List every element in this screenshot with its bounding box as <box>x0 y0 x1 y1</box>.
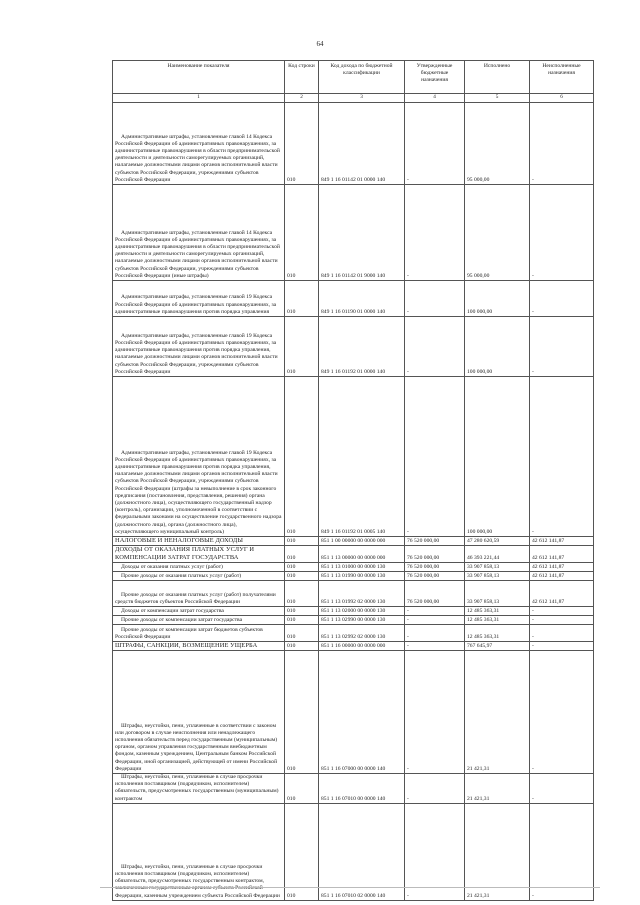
cell-indicator-name <box>113 607 285 616</box>
cell-income-code: 851 1 00 00000 00 0000 000 <box>319 537 405 546</box>
cell-unexecuted: - <box>530 625 594 642</box>
cell-indicator-name <box>113 103 285 185</box>
cell-unexecuted: - <box>530 803 594 900</box>
cell-unexecuted: - <box>530 185 594 281</box>
indicator-name-text: Административные штрафы, установленные главой 14 Кодекса Российской Федерации об административных правонарушениях, за административные правонарушения в области предпринимательской деятельности и деятельности саморегулируемых организаций, налагаемые должностными лицами органов исполнительной власти субъектов Российской Федерации, учреждениями субъектов Российской Федерации <box>115 133 280 183</box>
budget-execution-table <box>112 60 594 901</box>
footer-divider <box>100 887 600 888</box>
cell-executed: 47 280 620,59 <box>465 537 530 546</box>
header-executed: Исполнено <box>465 61 530 94</box>
cell-line-code: 010 <box>285 103 319 185</box>
cell-line-code: 010 <box>285 581 319 607</box>
cell-income-code: 851 1 16 07010 02 0000 140 <box>319 803 405 900</box>
cell-unexecuted: - <box>530 103 594 185</box>
cell-approved: - <box>405 281 465 317</box>
cell-line-code: 010 <box>285 377 319 537</box>
cell-income-code: 851 1 13 02992 02 0000 130 <box>319 625 405 642</box>
table-row <box>113 546 594 563</box>
cell-unexecuted: - <box>530 607 594 616</box>
table-row <box>113 625 594 642</box>
column-number: 6 <box>530 94 594 103</box>
table-row <box>113 572 594 581</box>
cell-approved: 76 520 000,00 <box>405 563 465 572</box>
cell-unexecuted: - <box>530 281 594 317</box>
table-row <box>113 581 594 607</box>
indicator-name-text: Административные штрафы, установленные главой 19 Кодекса Российской Федерации об административных правонарушениях, за административные правонарушения против порядка управления, налагаемые должностными лицами органов исполнительной власти субъектов Российской Федерации, учреждениями субъектов Российской Федерации (штрафы за невыполнение в срок законного предписания (постановления, представления, решения) органа (должностного лица), осуществляющего государственный надзор (контроль), организации, уполномоченной в соответствии с федеральными законами на осуществление государственного надзора (должностного лица), органа (должностного лица), осуществляющего муниципальный контроль) <box>115 449 282 535</box>
cell-line-code: 010 <box>285 774 319 804</box>
cell-executed: 12 485 363,31 <box>465 625 530 642</box>
cell-unexecuted: 42 612 141,87 <box>530 563 594 572</box>
cell-line-code: 010 <box>285 563 319 572</box>
cell-indicator-name <box>113 572 285 581</box>
cell-indicator-name <box>113 581 285 607</box>
cell-indicator-name <box>113 774 285 804</box>
column-number: 1 <box>113 94 285 103</box>
header-name: Наименование показателя <box>113 61 285 94</box>
cell-executed: 767 645,97 <box>465 642 530 651</box>
indicator-name-text: Штрафы, неустойки, пени, уплаченные в случае просрочки исполнения поставщиком (подрядчиком, исполнителем) обязательств, предусмотренных государственным контрактом, заключенным государственным органом субъекта Российской Федерации, казенным учреждением субъекта Российской Федерации <box>115 863 280 899</box>
cell-line-code: 010 <box>285 803 319 900</box>
column-number: 4 <box>405 94 465 103</box>
cell-approved: - <box>405 185 465 281</box>
cell-approved: - <box>405 377 465 537</box>
cell-approved: - <box>405 616 465 625</box>
cell-approved: 76 520 000,00 <box>405 581 465 607</box>
cell-executed: 21 421,31 <box>465 651 530 774</box>
cell-approved: 76 520 000,00 <box>405 546 465 563</box>
cell-approved: - <box>405 103 465 185</box>
cell-unexecuted: - <box>530 774 594 804</box>
table-body <box>113 103 594 901</box>
cell-approved: - <box>405 317 465 377</box>
cell-indicator-name <box>113 616 285 625</box>
table-row <box>113 774 594 804</box>
cell-approved: - <box>405 625 465 642</box>
table-row <box>113 377 594 537</box>
column-number: 5 <box>465 94 530 103</box>
cell-unexecuted: 42 612 141,87 <box>530 537 594 546</box>
cell-line-code: 010 <box>285 651 319 774</box>
cell-executed: 33 907 858,13 <box>465 563 530 572</box>
table-row <box>113 537 594 546</box>
cell-income-code: 851 1 13 01992 02 0000 130 <box>319 581 405 607</box>
indicator-name-text: Прочие доходы от компенсации затрат бюджетов субъектов Российской Федерации <box>115 626 263 640</box>
header-approved: Утвержденные бюджетные назначения <box>405 61 465 94</box>
cell-executed: 95 000,00 <box>465 185 530 281</box>
page-number: 64 <box>316 40 324 48</box>
cell-line-code: 010 <box>285 185 319 281</box>
cell-unexecuted: - <box>530 616 594 625</box>
cell-unexecuted: - <box>530 651 594 774</box>
table-row <box>113 185 594 281</box>
cell-approved: - <box>405 803 465 900</box>
cell-income-code: 851 1 13 00000 00 0000 000 <box>319 546 405 563</box>
cell-executed: 100 000,00 <box>465 377 530 537</box>
cell-executed: 100 000,00 <box>465 317 530 377</box>
cell-executed: 12 485 363,31 <box>465 616 530 625</box>
cell-unexecuted: 42 612 141,87 <box>530 581 594 607</box>
indicator-name-text: Штрафы, неустойки, пени, уплаченные в соответствии с законом или договором в случае неисполнения или ненадлежащего исполнения обязательств перед государственным (муниципальным) органом, органом управления государственным внебюджетным фондом, казенным учреждением, Центральным банком Российской Федерации, иной организацией, действующей от имени Российской Федерации <box>115 722 278 772</box>
indicator-name-text: Административные штрафы, установленные главой 14 Кодекса Российской Федерации об административных правонарушениях, за административные правонарушения в области предпринимательской деятельности и деятельности саморегулируемых организаций, налагаемые должностными лицами органов исполнительной власти субъектов Российской Федерации, учреждениями субъектов Российской Федерации (иные штрафы) <box>115 229 280 279</box>
cell-executed: 33 907 858,13 <box>465 581 530 607</box>
cell-approved: 76 520 000,00 <box>405 572 465 581</box>
cell-indicator-name <box>113 803 285 900</box>
cell-unexecuted: - <box>530 317 594 377</box>
indicator-name-text: Доходы от оказания платных услуг (работ) <box>121 563 223 570</box>
table-row <box>113 317 594 377</box>
table-row <box>113 607 594 616</box>
cell-income-code: 851 1 16 07010 00 0000 140 <box>319 774 405 804</box>
column-number: 3 <box>319 94 405 103</box>
cell-unexecuted: - <box>530 377 594 537</box>
cell-approved: - <box>405 642 465 651</box>
cell-unexecuted: - <box>530 642 594 651</box>
cell-line-code: 010 <box>285 537 319 546</box>
table-row <box>113 642 594 651</box>
header-income-code: Код дохода по бюджетной классификации <box>319 61 405 94</box>
table-row <box>113 281 594 317</box>
indicator-name-text: Штрафы, неустойки, пени, уплаченные в случае просрочки исполнения поставщиком (подрядчиком, исполнителем) обязательств, предусмотренных государственным (муниципальным) контрактом <box>115 774 279 802</box>
cell-indicator-name <box>113 377 285 537</box>
cell-indicator-name <box>113 651 285 774</box>
table-row <box>113 563 594 572</box>
indicator-name-text: ДОХОДЫ ОТ ОКАЗАНИЯ ПЛАТНЫХ УСЛУГ И КОМПЕНСАЦИИ ЗАТРАТ ГОСУДАРСТВА <box>115 546 255 562</box>
cell-approved: - <box>405 774 465 804</box>
indicator-name-text: Административные штрафы, установленные главой 19 Кодекса Российской Федерации об административных правонарушениях, за административные правонарушения против порядка управления, налагаемые должностными лицами органов исполнительной власти субъектов Российской Федерации, учреждениями субъектов Российской Федерации <box>115 332 278 375</box>
cell-income-code: 851 1 13 01000 00 0000 130 <box>319 563 405 572</box>
cell-executed: 21 421,31 <box>465 803 530 900</box>
cell-approved: 76 520 000,00 <box>405 537 465 546</box>
cell-line-code: 010 <box>285 317 319 377</box>
table-row <box>113 103 594 185</box>
header-row <box>113 61 594 94</box>
cell-line-code: 010 <box>285 607 319 616</box>
cell-income-code: 851 1 13 02000 00 0000 130 <box>319 607 405 616</box>
cell-line-code: 010 <box>285 625 319 642</box>
indicator-name-text: ШТРАФЫ, САНКЦИИ, ВОЗМЕЩЕНИЕ УЩЕРБА <box>115 642 258 650</box>
cell-unexecuted: 42 612 141,87 <box>530 572 594 581</box>
cell-indicator-name <box>113 537 285 546</box>
cell-executed: 46 393 221,44 <box>465 546 530 563</box>
cell-income-code: 851 1 16 07000 00 0000 140 <box>319 651 405 774</box>
cell-income-code: 849 1 16 01192 01 0000 140 <box>319 317 405 377</box>
cell-income-code: 849 1 16 01142 01 9000 140 <box>319 185 405 281</box>
cell-indicator-name <box>113 185 285 281</box>
cell-executed: 100 000,00 <box>465 281 530 317</box>
cell-income-code: 851 1 13 01990 00 0000 130 <box>319 572 405 581</box>
column-number-row <box>113 94 594 103</box>
cell-income-code: 849 1 16 01190 01 0000 140 <box>319 281 405 317</box>
cell-approved: - <box>405 607 465 616</box>
cell-executed: 33 907 858,13 <box>465 572 530 581</box>
cell-income-code: 849 1 16 01142 01 0000 140 <box>319 103 405 185</box>
cell-indicator-name <box>113 317 285 377</box>
cell-income-code: 851 1 16 00000 00 0000 000 <box>319 642 405 651</box>
cell-executed: 21 421,31 <box>465 774 530 804</box>
cell-unexecuted: 42 612 141,87 <box>530 546 594 563</box>
cell-approved: - <box>405 651 465 774</box>
indicator-name-text: Административные штрафы, установленные главой 19 Кодекса Российской Федерации об административных правонарушениях, за административные правонарушения против порядка управления <box>115 294 277 315</box>
indicator-name-text: Доходы от компенсации затрат государства <box>121 607 224 614</box>
cell-line-code: 010 <box>285 281 319 317</box>
cell-income-code: 851 1 13 02990 00 0000 130 <box>319 616 405 625</box>
table-row <box>113 651 594 774</box>
cell-line-code: 010 <box>285 642 319 651</box>
header-line-code: Код строки <box>285 61 319 94</box>
indicator-name-text: Прочие доходы от оказания платных услуг (работ) получателями средств бюджетов субъектов Российской Федерации <box>115 591 276 605</box>
cell-indicator-name <box>113 281 285 317</box>
cell-indicator-name <box>113 625 285 642</box>
cell-indicator-name <box>113 642 285 651</box>
indicator-name-text: Прочие доходы от оказания платных услуг (работ) <box>121 572 242 579</box>
header-unexecuted: Неисполненные назначения <box>530 61 594 94</box>
cell-income-code: 849 1 16 01192 01 0005 140 <box>319 377 405 537</box>
indicator-name-text: НАЛОГОВЫЕ И НЕНАЛОГОВЫЕ ДОХОДЫ <box>115 537 244 545</box>
table-row <box>113 803 594 900</box>
cell-line-code: 010 <box>285 546 319 563</box>
column-number: 2 <box>285 94 319 103</box>
cell-executed: 95 000,00 <box>465 103 530 185</box>
table-row <box>113 616 594 625</box>
cell-executed: 12 485 363,31 <box>465 607 530 616</box>
cell-line-code: 010 <box>285 616 319 625</box>
cell-indicator-name <box>113 546 285 563</box>
cell-indicator-name <box>113 563 285 572</box>
indicator-name-text: Прочие доходы от компенсации затрат государства <box>121 616 243 623</box>
cell-line-code: 010 <box>285 572 319 581</box>
